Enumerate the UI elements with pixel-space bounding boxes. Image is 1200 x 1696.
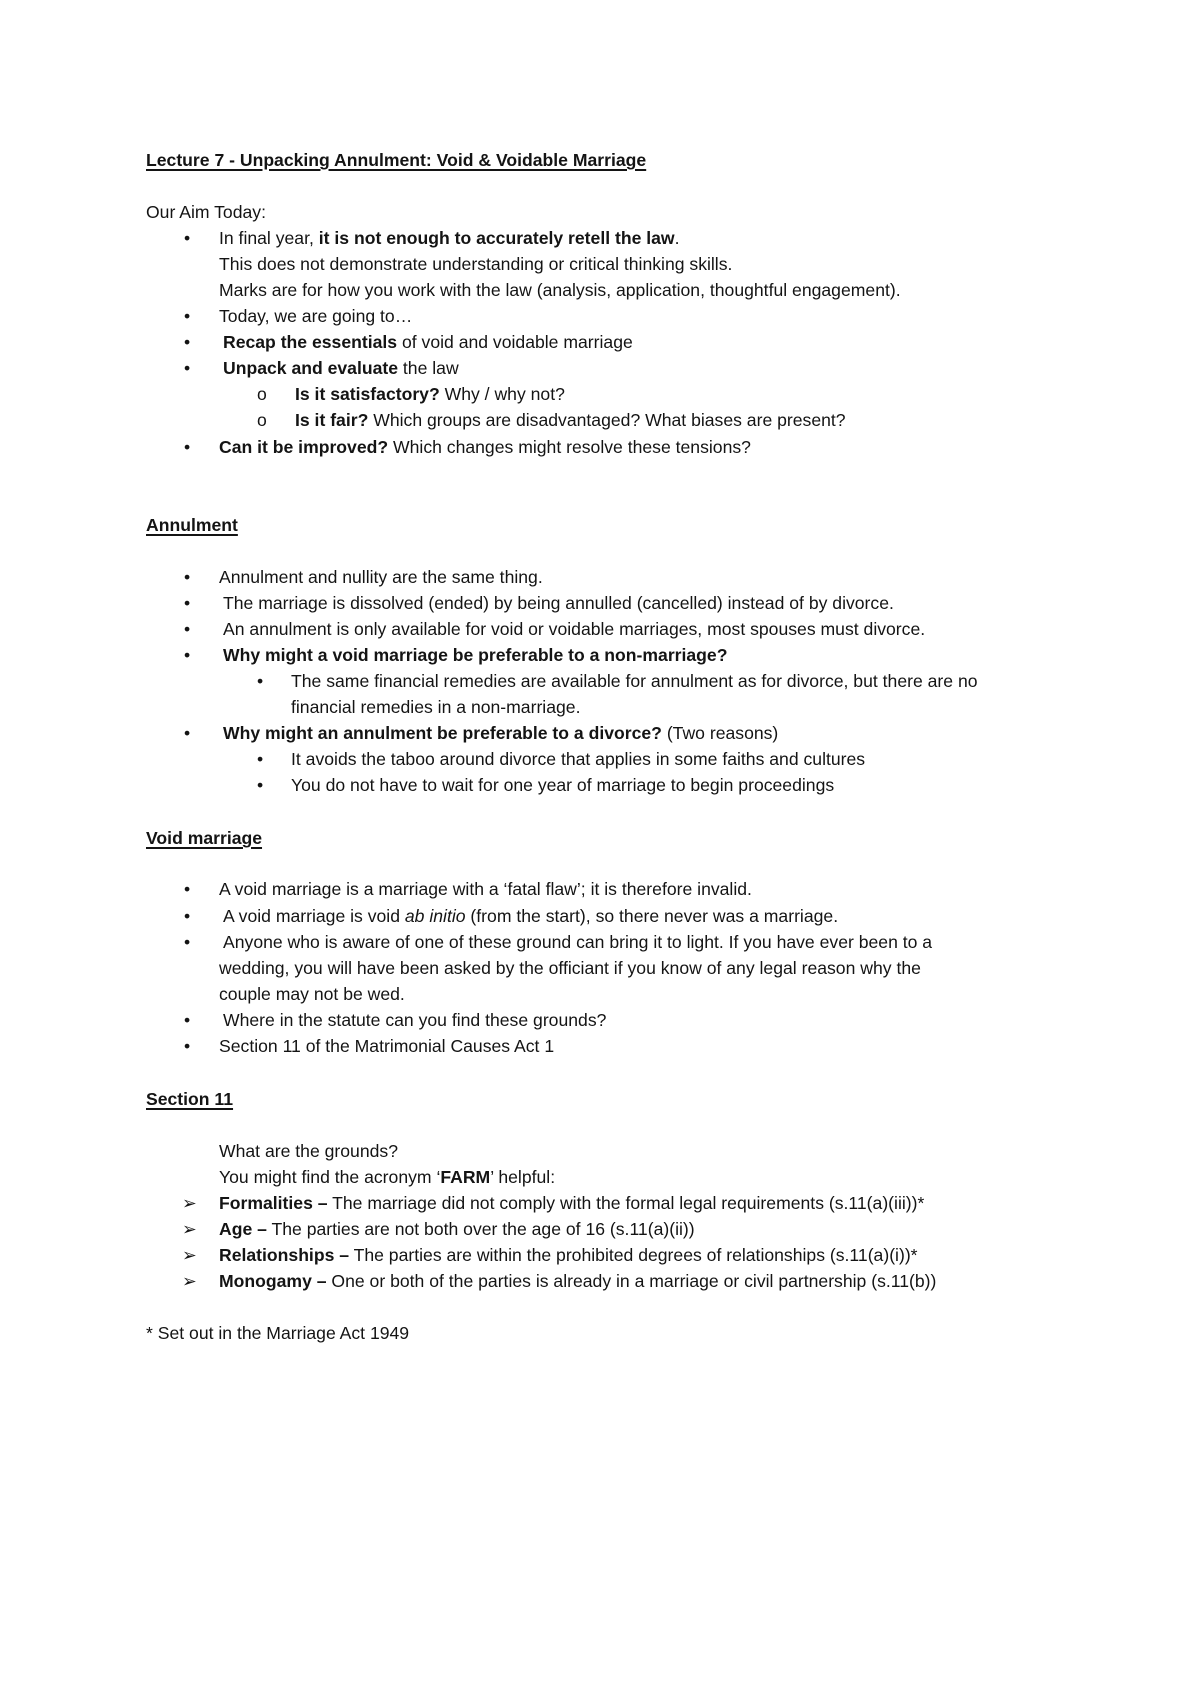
bullet-icon: • bbox=[184, 1010, 191, 1030]
void-item-5: • Section 11 of the Matrimonial Causes Act 1 bbox=[0, 1033, 1200, 1059]
bullet-icon: • bbox=[184, 593, 191, 613]
bullet-icon: • bbox=[184, 332, 191, 352]
arrow-bullet-icon: ➢ bbox=[182, 1219, 197, 1239]
section-11-heading: Section 11 bbox=[146, 1089, 234, 1109]
aim-item-3: • Recap the essentials of void and voidable marriage bbox=[0, 329, 1200, 355]
arrow-bullet-icon: ➢ bbox=[182, 1271, 197, 1291]
bullet-icon: • bbox=[184, 358, 191, 378]
annulment-subitem-1: • The same financial remedies are available for annulment as for divorce, but there are no bbox=[0, 668, 1200, 694]
bullet-icon: • bbox=[184, 567, 191, 587]
aim-item-1-line-3: Marks are for how you work with the law (analysis, application, thoughtful engagement). bbox=[219, 280, 901, 300]
annulment-item-4: • Why might a void marriage be preferable to a non-marriage? bbox=[0, 642, 1200, 668]
annulment-item-3: • An annulment is only available for void or voidable marriages, most spouses must divorce. bbox=[0, 616, 1200, 642]
lecture-title: Lecture 7 - Unpacking Annulment: Void & Voidable Marriage bbox=[146, 150, 647, 170]
bullet-icon: • bbox=[184, 879, 191, 899]
ground-age: ➢ Age – The parties are not both over the age of 16 (s.11(a)(ii)) bbox=[0, 1216, 1200, 1242]
bullet-icon: • bbox=[184, 228, 191, 248]
annulment-subitem-1-line-2: financial remedies in a non-marriage. bbox=[291, 697, 581, 717]
bullet-icon: • bbox=[257, 749, 264, 769]
aim-heading: Our Aim Today: bbox=[146, 202, 266, 222]
ground-formalities: ➢ Formalities – The marriage did not comply with the formal legal requirements (s.11(a)(iii))* bbox=[0, 1190, 1200, 1216]
annulment-item-2: • The marriage is dissolved (ended) by being annulled (cancelled) instead of by divorce. bbox=[0, 590, 1200, 616]
arrow-bullet-icon: ➢ bbox=[182, 1193, 197, 1213]
bullet-icon: • bbox=[257, 671, 264, 691]
aim-subitem-1: o Is it satisfactory? Why / why not? bbox=[0, 381, 1200, 407]
bullet-icon: • bbox=[257, 775, 264, 795]
annulment-subitem-2: • It avoids the taboo around divorce that applies in some faiths and cultures bbox=[0, 746, 1200, 772]
void-item-1: • A void marriage is a marriage with a ‘fatal flaw’; it is therefore invalid. bbox=[0, 876, 1200, 902]
bullet-icon: • bbox=[184, 306, 191, 326]
aim-item-1: • In final year, it is not enough to accurately retell the law. bbox=[0, 225, 1200, 251]
footnote: * Set out in the Marriage Act 1949 bbox=[146, 1323, 410, 1343]
aim-item-4: • Unpack and evaluate the law bbox=[0, 355, 1200, 381]
bullet-icon: • bbox=[184, 619, 191, 639]
void-item-2: • A void marriage is void ab initio (from the start), so there never was a marriage. bbox=[0, 903, 1200, 929]
annulment-item-1: • Annulment and nullity are the same thing. bbox=[0, 564, 1200, 590]
bullet-icon: • bbox=[184, 723, 191, 743]
bullet-icon: • bbox=[184, 932, 191, 952]
bullet-icon: • bbox=[184, 645, 191, 665]
aim-item-5: • Can it be improved? Which changes might resolve these tensions? bbox=[0, 434, 1200, 460]
void-item-3-line-3: couple may not be wed. bbox=[219, 984, 405, 1004]
annulment-item-5: • Why might an annulment be preferable to a divorce? (Two reasons) bbox=[0, 720, 1200, 746]
grounds-question: What are the grounds? bbox=[219, 1141, 398, 1161]
aim-subitem-2: o Is it fair? Which groups are disadvantaged? What biases are present? bbox=[0, 407, 1200, 433]
void-item-3-line-2: wedding, you will have been asked by the officiant if you know of any legal reason why the bbox=[219, 958, 921, 978]
aim-item-2: • Today, we are going to… bbox=[0, 303, 1200, 329]
annulment-heading: Annulment bbox=[146, 515, 238, 535]
annulment-subitem-3: • You do not have to wait for one year of marriage to begin proceedings bbox=[0, 772, 1200, 798]
acronym-line: You might find the acronym ‘FARM’ helpful: bbox=[219, 1167, 556, 1187]
circle-bullet-icon: o bbox=[257, 384, 267, 404]
bullet-icon: • bbox=[184, 906, 191, 926]
aim-item-1-line-2: This does not demonstrate understanding or critical thinking skills. bbox=[219, 254, 733, 274]
arrow-bullet-icon: ➢ bbox=[182, 1245, 197, 1265]
bullet-icon: • bbox=[184, 1036, 191, 1056]
void-item-3: • Anyone who is aware of one of these ground can bring it to light. If you have ever been to a bbox=[0, 929, 1200, 955]
ground-monogamy: ➢ Monogamy – One or both of the parties is already in a marriage or civil partnership (s.11(b)) bbox=[0, 1268, 1200, 1294]
void-marriage-heading: Void marriage bbox=[146, 828, 263, 848]
void-item-4: • Where in the statute can you find these grounds? bbox=[0, 1007, 1200, 1033]
bullet-icon: • bbox=[184, 437, 191, 457]
ground-relationships: ➢ Relationships – The parties are within the prohibited degrees of relationships (s.11(a)(i))* bbox=[0, 1242, 1200, 1268]
circle-bullet-icon: o bbox=[257, 410, 267, 430]
